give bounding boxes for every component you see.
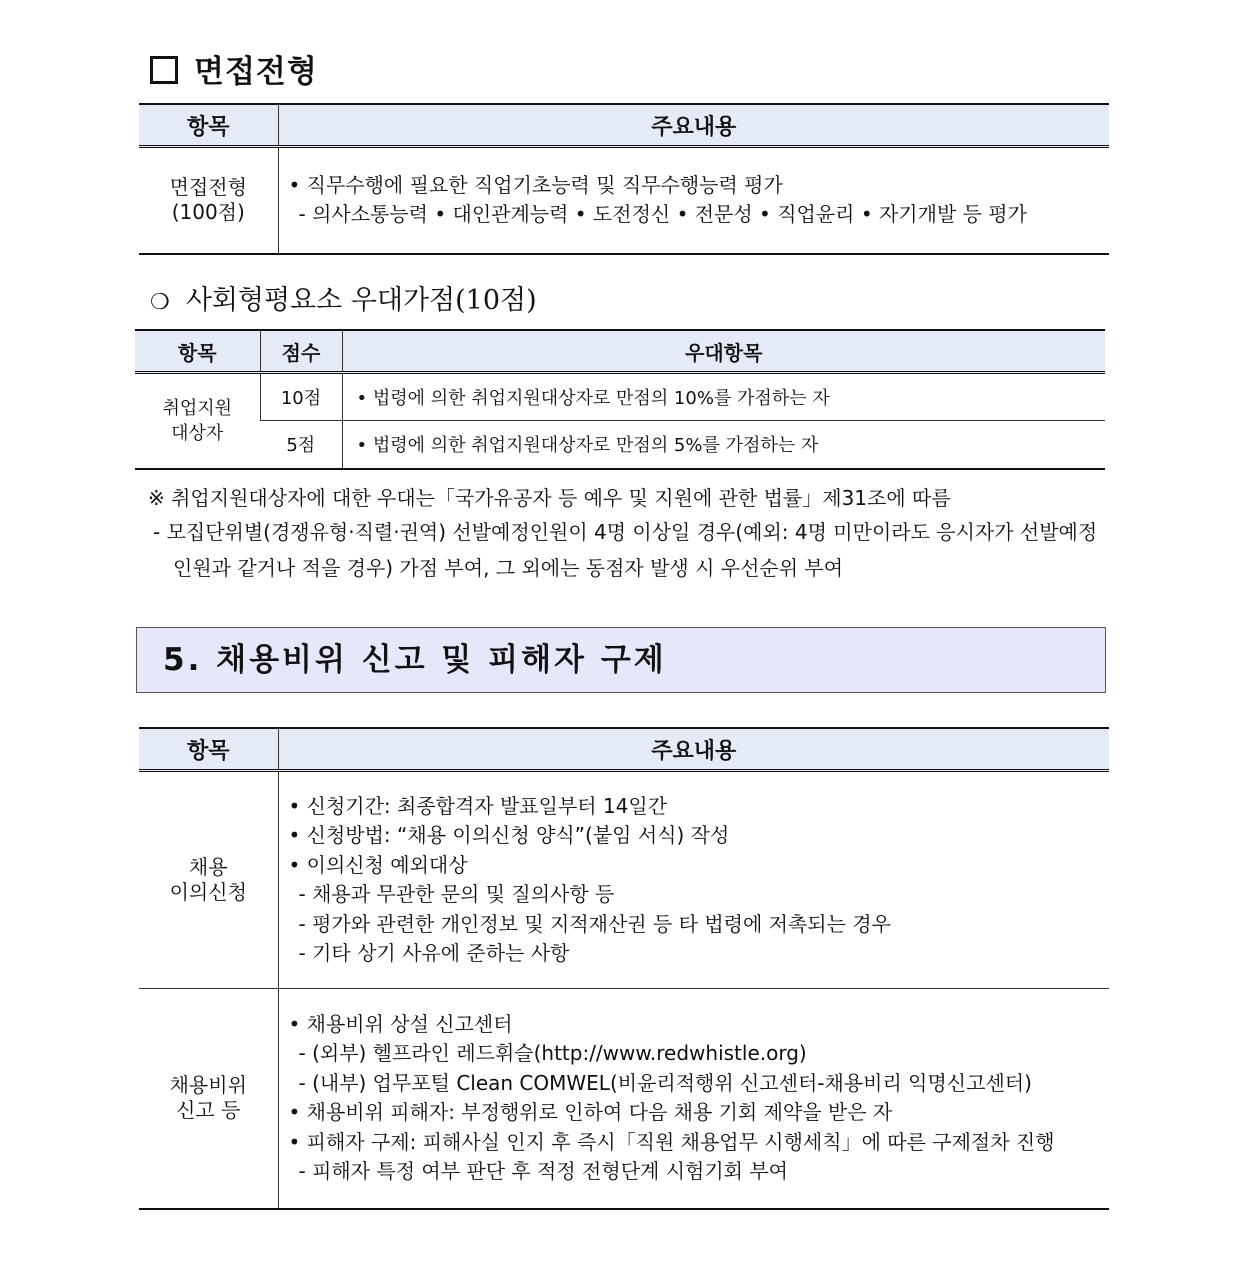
misconduct-table (139, 727, 1109, 1210)
content-line: • 채용비위 상설 신고센터 (288, 1011, 513, 1036)
content-line: - 피해자 특정 여부 판단 후 적정 전형단계 시험기회 부여 (298, 1159, 788, 1184)
score-cell: 5점 (286, 435, 316, 457)
category-cell (139, 771, 278, 989)
section-banner-hiring-misconduct: 5. 채용비위 신고 및 피해자 구제 (136, 627, 1106, 693)
category-cell (135, 373, 260, 469)
category-line: 채용비위 (169, 1073, 247, 1098)
content-line: - (내부) 업무포털 Clean COMWEL(비윤리적행위 신고센터-채용비리 익명신고센터) (298, 1070, 1032, 1095)
content-line: • 피해자 구제: 피해사실 인지 후 즉시「직원 채용업무 시행세칙」에 따른 구제절차 진행 (288, 1129, 1055, 1154)
header-item: 항목 (135, 330, 260, 373)
category-line: 이의신청 (169, 880, 247, 904)
content-cell (278, 771, 1109, 989)
note-detail-cont: 인원과 같거나 적을 경우) 가점 부여, 그 외에는 동점자 발생 시 우선순위 부여 (173, 556, 844, 580)
note-reference: ※ 취업지원대상자에 대한 우대는「국가유공자 등 예우 및 지원에 관한 법률」제31조에 따름 (148, 486, 951, 510)
circle-bullet-icon: ❍ (150, 290, 170, 315)
category-line: 취업지원 (162, 397, 233, 419)
header-item: 항목 (139, 104, 278, 147)
bonus-title (150, 278, 537, 317)
header-content: 주요내용 (278, 104, 1109, 147)
content-line: - 의사소통능력 • 대인관계능력 • 도전정신 • 전문성 • 직업윤리 • 자기개발 등 평가 (298, 202, 1027, 227)
content-cell (278, 989, 1109, 1209)
content-line: • 채용비위 피해자: 부정행위로 인하여 다음 채용 기회 제약을 받은 자 (288, 1100, 893, 1125)
section-title-text: 면접전형 (194, 54, 318, 90)
content-line: - 평가와 관련한 개인정보 및 지적재산권 등 타 법령에 저촉되는 경우 (298, 911, 891, 936)
header-item: 항목 (139, 728, 278, 771)
interview-table (139, 103, 1109, 255)
category-line: (100점) (171, 200, 245, 225)
content-cell (278, 147, 1109, 254)
bonus-title-text: 사회형평요소 우대가점(10점) (185, 285, 537, 316)
header-bonus-item: 우대항목 (342, 330, 1105, 373)
content-line: • 이의신청 예외대상 (288, 852, 468, 877)
content-line: - 기타 상기 사유에 준하는 사항 (298, 941, 570, 965)
content-line: • 신청방법: “채용 이의신청 양식”(붙임 서식) 작성 (288, 823, 730, 847)
bonus-table (135, 329, 1105, 470)
category-cell (139, 989, 278, 1209)
bonus-item-cell: • 법령에 의한 취업지원대상자로 만점의 5%를 가점하는 자 (342, 421, 1105, 469)
bonus-item-cell: • 법령에 의한 취업지원대상자로 만점의 10%를 가점하는 자 (342, 373, 1105, 421)
content-line: • 직무수행에 필요한 직업기초능력 및 직무수행능력 평가 (288, 172, 783, 197)
score-cell: 10점 (260, 373, 342, 421)
category-line: 면접전형 (169, 175, 247, 200)
content-line: - (외부) 헬프라인 레드휘슬(http://www.redwhistle.org) (298, 1041, 807, 1066)
content-line: - 채용과 무관한 문의 및 질의사항 등 (298, 882, 615, 906)
category-line: 신고 등 (176, 1098, 241, 1123)
category-line: 채용 (188, 855, 228, 879)
category-line: 대상자 (171, 422, 224, 444)
category-cell (139, 147, 278, 254)
header-score: 점수 (260, 330, 342, 373)
section-title-interview (150, 46, 318, 91)
content-line: • 신청기간: 최종합격자 발표일부터 14일간 (288, 793, 668, 818)
header-content: 주요내용 (278, 728, 1109, 771)
note-detail: - 모집단위별(경쟁유형·직렬·권역) 선발예정인원이 4명 이상일 경우(예외: 4명 미만이라도 응시자가 선발예정 (153, 520, 1098, 544)
checkbox-square-icon (150, 56, 178, 84)
